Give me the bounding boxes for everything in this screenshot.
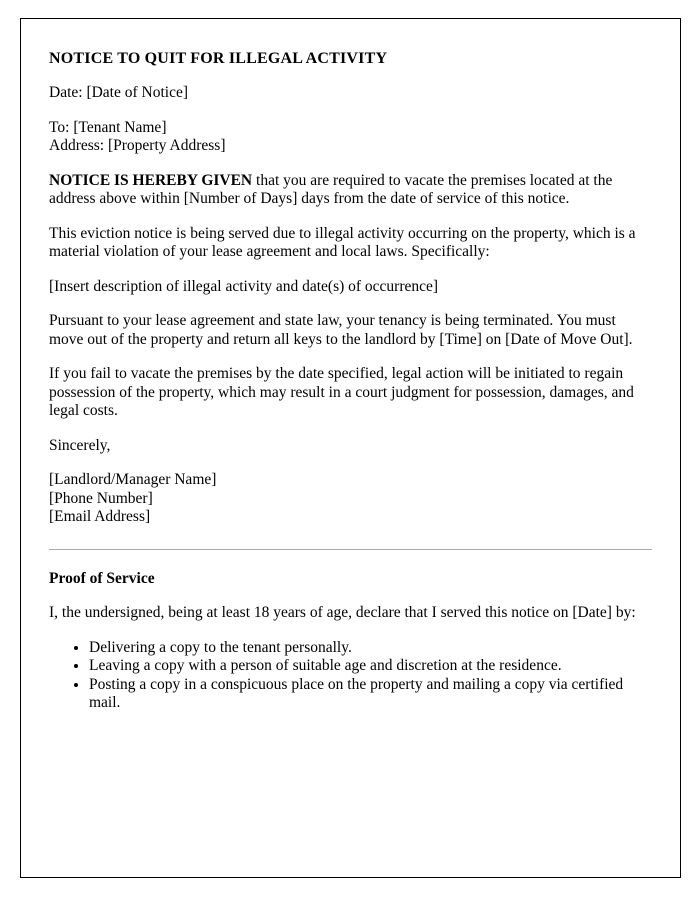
document-title: NOTICE TO QUIT FOR ILLEGAL ACTIVITY xyxy=(49,50,388,67)
recipient-block xyxy=(49,119,652,156)
to-line: To: [Tenant Name] xyxy=(49,118,167,136)
closing-line: Sincerely, xyxy=(49,436,111,454)
notice-given-rest-text: that you are required to vacate the premises located at the address above within [Number of Days] days from the date of service of this notice. xyxy=(49,171,613,207)
signature-name-line: [Landlord/Manager Name] xyxy=(49,471,217,488)
proof-of-service-list xyxy=(49,639,652,713)
address-line: Address: [Property Address] xyxy=(49,137,226,154)
service-method-item: • Leaving a copy with a person of suitable age and discretion at the residence. xyxy=(89,657,652,676)
signature-email-line: [Email Address] xyxy=(49,508,151,525)
signature-phone-line: [Phone Number] xyxy=(49,489,153,507)
proof-of-service-intro: I, the undersigned, being at least 18 years of age, declare that I served this notice on [Date] by: xyxy=(49,604,636,621)
date-line: Date: [Date of Notice] xyxy=(49,84,189,101)
section-divider xyxy=(49,549,652,550)
notice-given-bold-text: NOTICE IS HEREBY GIVEN xyxy=(49,171,253,189)
signature-block xyxy=(49,471,652,527)
termination-paragraph: Pursuant to your lease agreement and state law, your tenancy is being terminated. You must move out of the property and return all keys to the landlord by [Time] on [Date of Move Out]. xyxy=(49,312,633,348)
notice-document-page xyxy=(20,18,681,878)
reason-paragraph: This eviction notice is being served due to illegal activity occurring on the property, which is a material violation of your lease agreement and local laws. Specifically: xyxy=(49,224,636,260)
service-method-item: • Posting a copy in a conspicuous place on the property and mailing a copy via certified mail. xyxy=(89,676,652,713)
illegal-activity-description-placeholder: [Insert description of illegal activity and date(s) of occurrence] xyxy=(49,277,439,295)
proof-of-service-heading: Proof of Service xyxy=(49,569,155,587)
legal-action-paragraph: If you fail to vacate the premises by the date specified, legal action will be initiated to regain possession of the property, which may result in a court judgment for possession, damages, and legal costs. xyxy=(49,365,634,419)
notice-given-paragraph xyxy=(49,172,652,209)
service-method-item: • Delivering a copy to the tenant personally. xyxy=(89,639,652,658)
